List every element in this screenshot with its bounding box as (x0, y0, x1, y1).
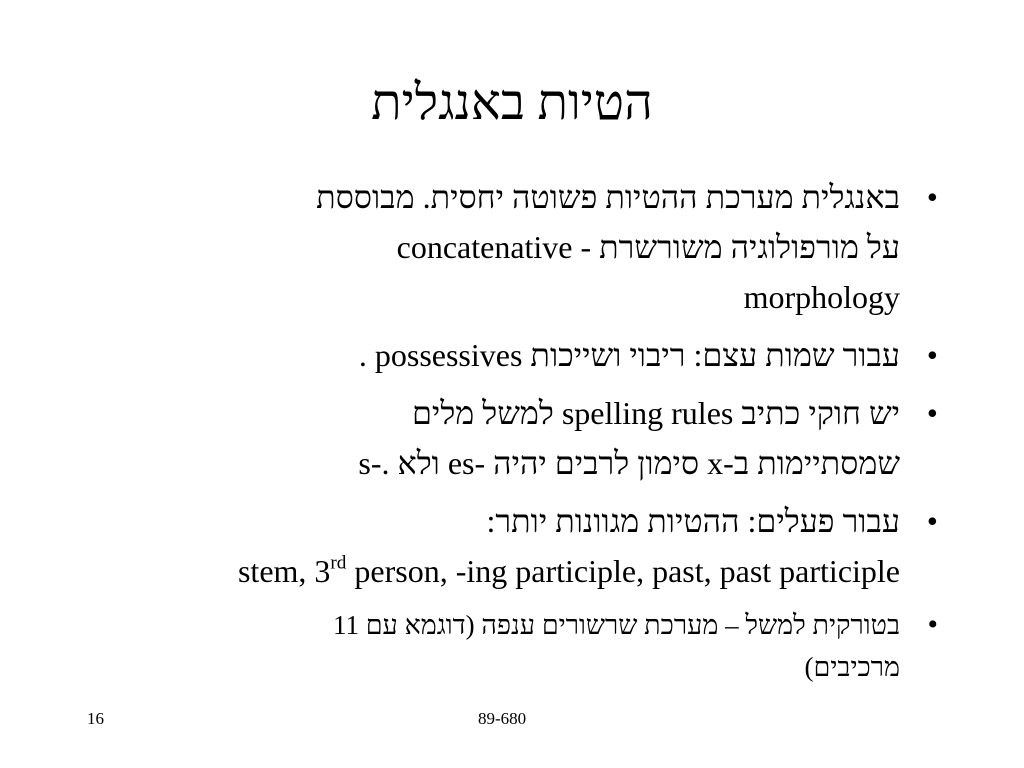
slide-title: הטיות באנגלית (371, 74, 653, 130)
bullet-3-hebrew-b: למשל מלים (411, 395, 554, 431)
bullet-3-line-2-hebrew-b: סימון לרבים יהיה (493, 445, 700, 481)
bullet-4-line-1: עבור פעלים: ההטיות מגוונות יותר: (486, 503, 900, 539)
bullet-3-line-1 (60, 388, 900, 438)
bullet-1-line-3: morphology (743, 279, 900, 315)
bullet-2-period: . (358, 337, 367, 373)
bullet-3-line-2-english-a: x (707, 445, 724, 481)
bullet-dot-icon: • (926, 337, 938, 373)
bullet-2-english: possessives (374, 337, 523, 373)
bullet-5-number: 11 (332, 610, 359, 640)
bullet-2-line (60, 330, 900, 380)
bullet-5-hebrew: בטורקית למשל – מערכת שרשורים ענפה (דוגמא עם (365, 610, 900, 640)
bullet-5-line-1 (60, 604, 900, 646)
bullet-3-hebrew-a: יש חוקי כתיב (741, 395, 900, 431)
bullet-dot-icon: • (927, 608, 938, 641)
bullet-item (60, 604, 940, 688)
page-number: 16 (87, 709, 104, 728)
bullet-5-line-2: מרכיבים) (804, 652, 900, 682)
bullet-3-line-2-english-b: es- (447, 445, 486, 481)
bullet-1-line-2 (60, 222, 900, 272)
bullet-1-line-2-hebrew: על מורפולוגיה משורשרת - (580, 229, 900, 265)
bullet-3-line-2 (60, 438, 900, 488)
bullet-4-superscript: rd (330, 552, 347, 574)
bullet-3-line-2-hebrew-a: שמסתיימות ב- (723, 445, 900, 481)
bullet-item (60, 330, 940, 380)
bullet-1-line-2-english: concatenative (396, 229, 573, 265)
bullet-4-english-a: stem, 3 (237, 553, 331, 589)
bullet-dot-icon: • (926, 179, 938, 215)
bullet-dot-icon: • (926, 503, 938, 539)
bullet-3-line-2-english-c: s-. (358, 445, 390, 481)
bullet-2-hebrew: עבור שמות עצם: ריבוי ושייכות (530, 337, 900, 373)
bullet-1-line-1: באנגלית מערכת ההטיות פשוטה יחסית. מבוססת (316, 179, 900, 215)
course-code: 89-680 (478, 709, 527, 728)
bullet-item (60, 388, 940, 488)
bullet-list (60, 172, 940, 696)
bullet-dot-icon: • (926, 395, 938, 431)
bullet-item (60, 496, 940, 596)
bullet-4-line-2 (60, 546, 900, 596)
bullet-3-line-2-hebrew-c: ולא (397, 445, 440, 481)
bullet-4-english-b: person, -ing participle, past, past participle (346, 553, 900, 589)
bullet-item (60, 172, 940, 322)
bullet-3-english: spelling rules (561, 395, 734, 431)
